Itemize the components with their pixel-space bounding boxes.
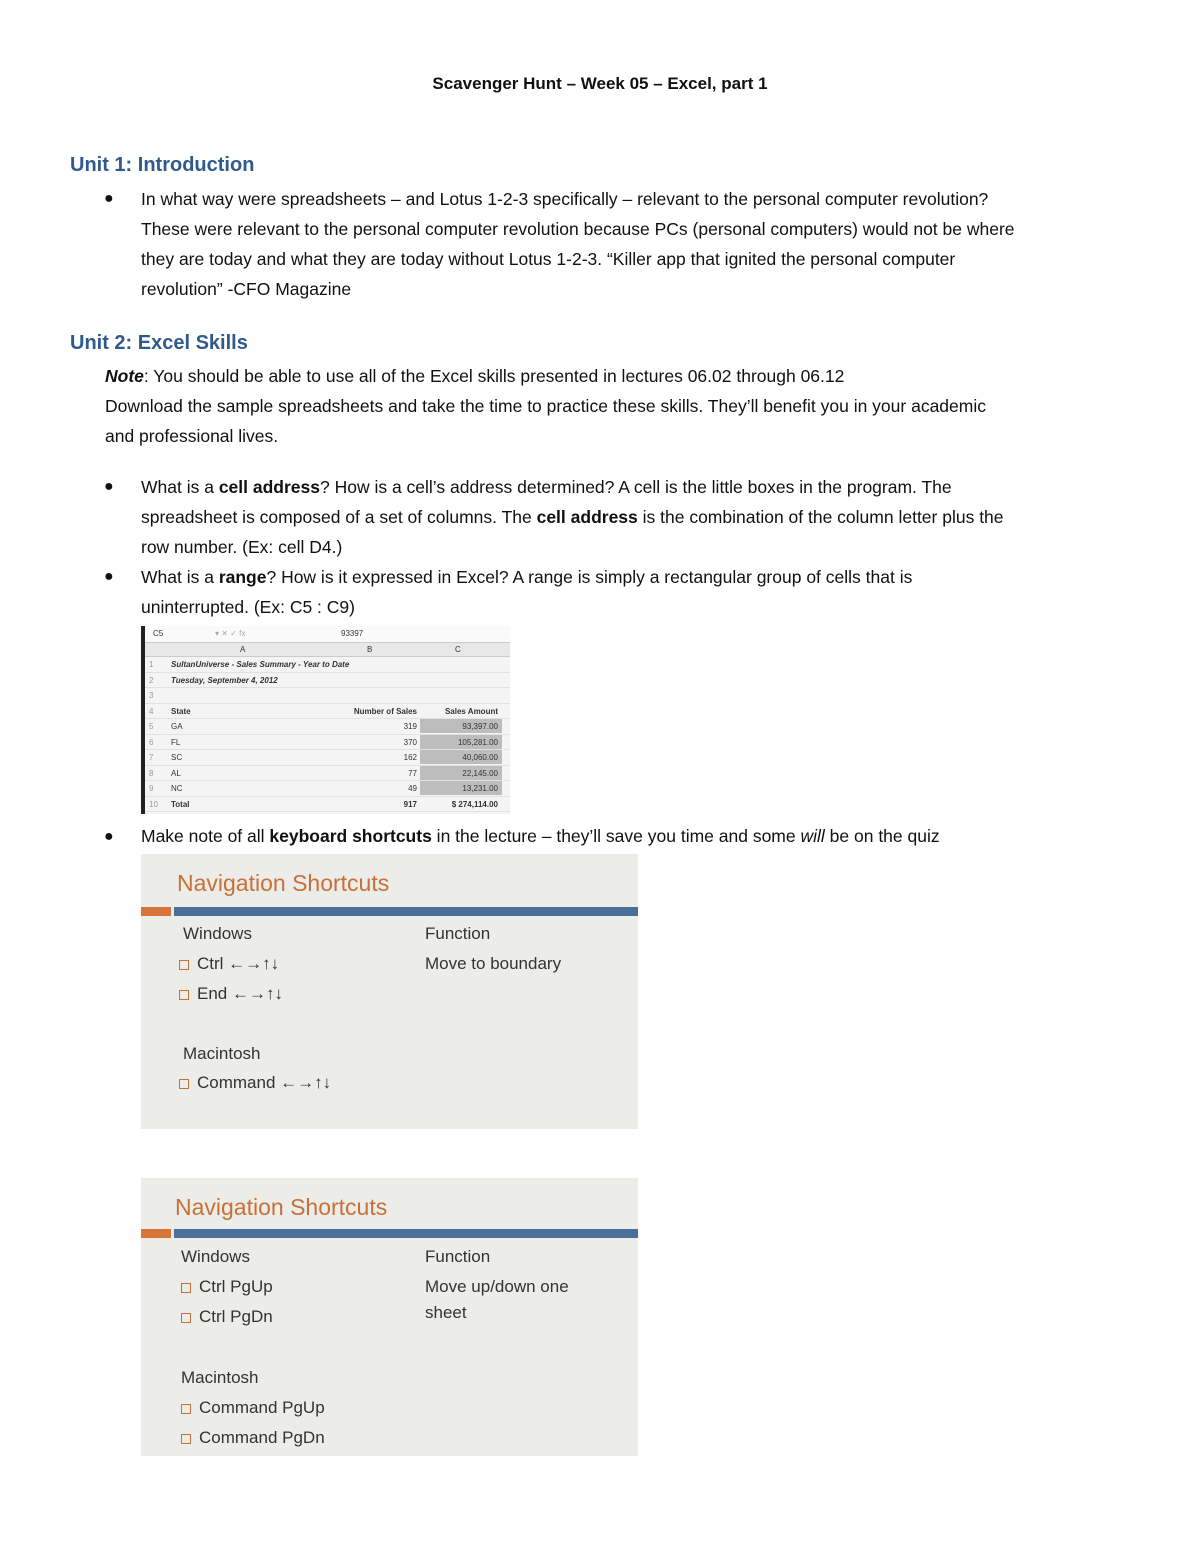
unit2-heading: Unit 2: Excel Skills bbox=[70, 332, 248, 354]
download-line: Download the sample spreadsheets and take the time to practice these skills. They’ll benefit you in your academic bbox=[105, 396, 986, 416]
slide-title: Navigation Shortcuts bbox=[175, 1194, 388, 1220]
slide-title: Navigation Shortcuts bbox=[177, 870, 390, 896]
cell-b: 77 bbox=[408, 768, 417, 778]
cell-a: FL bbox=[171, 737, 181, 747]
column-header: C bbox=[455, 645, 461, 654]
excel-row bbox=[145, 735, 510, 751]
column-headers bbox=[145, 643, 510, 657]
shortcut-item: Ctrl PgDn bbox=[181, 1307, 273, 1327]
macintosh-label: Macintosh bbox=[183, 1044, 261, 1063]
checkbox-bullet-icon bbox=[181, 1283, 191, 1293]
checkbox-bullet-icon bbox=[181, 1313, 191, 1323]
cell-address-answer: row number. (Ex: cell D4.) bbox=[141, 537, 343, 557]
cell-b: 162 bbox=[403, 753, 417, 762]
cell-b: 917 bbox=[403, 799, 417, 809]
cell-address-question: What is a cell address? How is a cell’s address determined? A cell is the little boxes in the program. The bbox=[141, 477, 952, 497]
row-number: 2 bbox=[149, 675, 154, 685]
excel-row bbox=[145, 657, 510, 673]
row-number: 5 bbox=[149, 722, 154, 731]
cell-a: State bbox=[171, 706, 191, 716]
slide-accent-orange bbox=[141, 907, 171, 916]
function-text: Move up/down one bbox=[425, 1277, 569, 1296]
cell-b: Number of Sales bbox=[353, 706, 417, 716]
shortcut-item: End ←→↑↓ bbox=[179, 984, 283, 1004]
checkbox-bullet-icon bbox=[181, 1404, 191, 1414]
row-number: 6 bbox=[149, 737, 154, 747]
navigation-shortcuts-slide-2 bbox=[141, 1178, 638, 1456]
checkbox-bullet-icon bbox=[179, 960, 189, 970]
download-line: and professional lives. bbox=[105, 426, 279, 446]
slide-accent-orange bbox=[141, 1229, 171, 1238]
formula-bar bbox=[145, 626, 510, 643]
unit1-heading: Unit 1: Introduction bbox=[70, 154, 255, 176]
row-number: 4 bbox=[149, 706, 154, 716]
bullet-icon: ● bbox=[104, 568, 114, 585]
slide-accent-blue bbox=[174, 1229, 638, 1238]
document-title: Scavenger Hunt – Week 05 – Excel, part 1 bbox=[432, 74, 768, 93]
shortcut-item: Ctrl PgUp bbox=[181, 1277, 273, 1297]
windows-label: Windows bbox=[183, 924, 252, 943]
range-answer: uninterrupted. (Ex: C5 : C9) bbox=[141, 597, 355, 617]
checkbox-bullet-icon bbox=[179, 990, 189, 1000]
cell-c: 40,060.00 bbox=[462, 753, 498, 762]
row-number: 9 bbox=[149, 784, 154, 793]
unit1-answer-line: These were relevant to the personal computer revolution because PCs (personal computers) would not be where bbox=[141, 219, 1015, 239]
row-number: 8 bbox=[149, 768, 154, 778]
excel-row bbox=[145, 688, 510, 704]
cell-b: 370 bbox=[403, 737, 417, 747]
cell-address-answer: spreadsheet is composed of a set of columns. The cell address is the combination of the column letter plus the bbox=[141, 507, 1004, 527]
bullet-icon: ● bbox=[104, 828, 114, 845]
cell-c: 13,231.00 bbox=[462, 784, 498, 793]
cell-a: Total bbox=[171, 799, 190, 809]
cell-c: 93,397.00 bbox=[462, 722, 498, 731]
shortcut-item: Command PgDn bbox=[181, 1428, 325, 1448]
navigation-shortcuts-slide-1 bbox=[141, 854, 638, 1129]
checkbox-bullet-icon bbox=[179, 1079, 189, 1089]
formula-value: 93397 bbox=[341, 629, 364, 638]
note-text: : You should be able to use all of the Excel skills presented in lectures 06.02 through 06.12 bbox=[143, 366, 845, 386]
slide-accent-blue bbox=[174, 907, 638, 916]
row-number: 10 bbox=[149, 799, 158, 809]
shortcuts-note: Make note of all keyboard shortcuts in the lecture – they’ll save you time and some will be on the quiz bbox=[141, 826, 940, 846]
excel-row bbox=[145, 766, 510, 782]
cell-c: 105,281.00 bbox=[457, 737, 498, 747]
shortcut-item: Command ←→↑↓ bbox=[179, 1073, 331, 1093]
row-number: 3 bbox=[149, 691, 154, 700]
row-number: 1 bbox=[149, 660, 154, 669]
unit1-answer-line: revolution” -CFO Magazine bbox=[141, 279, 352, 299]
excel-screenshot bbox=[141, 626, 510, 814]
cell-b: 49 bbox=[408, 784, 417, 793]
excel-row bbox=[145, 719, 510, 735]
excel-row bbox=[145, 781, 510, 797]
shortcut-item: Command PgUp bbox=[181, 1398, 325, 1418]
function-label: Function bbox=[425, 924, 491, 943]
macintosh-label: Macintosh bbox=[181, 1368, 259, 1387]
function-text: Move to boundary bbox=[425, 954, 562, 973]
note-label: Note bbox=[105, 366, 144, 386]
cell-c: 22,145.00 bbox=[462, 768, 498, 778]
cell-c: $ 274,114.00 bbox=[451, 799, 498, 809]
cell-a: SultanUniverse - Sales Summary - Year to Date bbox=[171, 660, 350, 669]
excel-row bbox=[145, 673, 510, 689]
excel-row bbox=[145, 750, 510, 766]
function-label: Function bbox=[425, 1247, 491, 1266]
shortcut-item: Ctrl ←→↑↓ bbox=[179, 954, 279, 974]
range-question: What is a range? How is it expressed in Excel? A range is simply a rectangular group of cells that is bbox=[141, 567, 913, 587]
excel-row bbox=[145, 704, 510, 720]
cell-a: AL bbox=[171, 768, 181, 778]
cell-c: Sales Amount bbox=[444, 706, 498, 716]
note-line bbox=[105, 361, 844, 391]
excel-rows bbox=[145, 657, 510, 812]
checkbox-bullet-icon bbox=[181, 1434, 191, 1444]
function-text: sheet bbox=[425, 1303, 467, 1322]
unit1-answer-line: they are today and what they are today without Lotus 1-2-3. “Killer app that ignited the personal computer bbox=[141, 249, 956, 269]
cell-a: SC bbox=[171, 753, 183, 762]
excel-row bbox=[145, 797, 510, 813]
cell-b: 319 bbox=[403, 722, 417, 731]
cell-a: NC bbox=[171, 784, 183, 793]
cell-a: GA bbox=[171, 722, 183, 731]
formula-icons: ▾ ✕ ✓ fx bbox=[215, 629, 246, 638]
unit1-question: In what way were spreadsheets – and Lotus 1-2-3 specifically – relevant to the personal computer revolution? bbox=[141, 189, 989, 209]
name-box: C5 bbox=[153, 629, 164, 638]
row-number: 7 bbox=[149, 753, 154, 762]
column-header: A bbox=[240, 645, 246, 654]
bullet-icon: ● bbox=[104, 478, 114, 495]
cell-a: Tuesday, September 4, 2012 bbox=[171, 675, 278, 685]
windows-label: Windows bbox=[181, 1247, 250, 1266]
column-header: B bbox=[367, 645, 373, 654]
bullet-icon: ● bbox=[104, 190, 114, 207]
